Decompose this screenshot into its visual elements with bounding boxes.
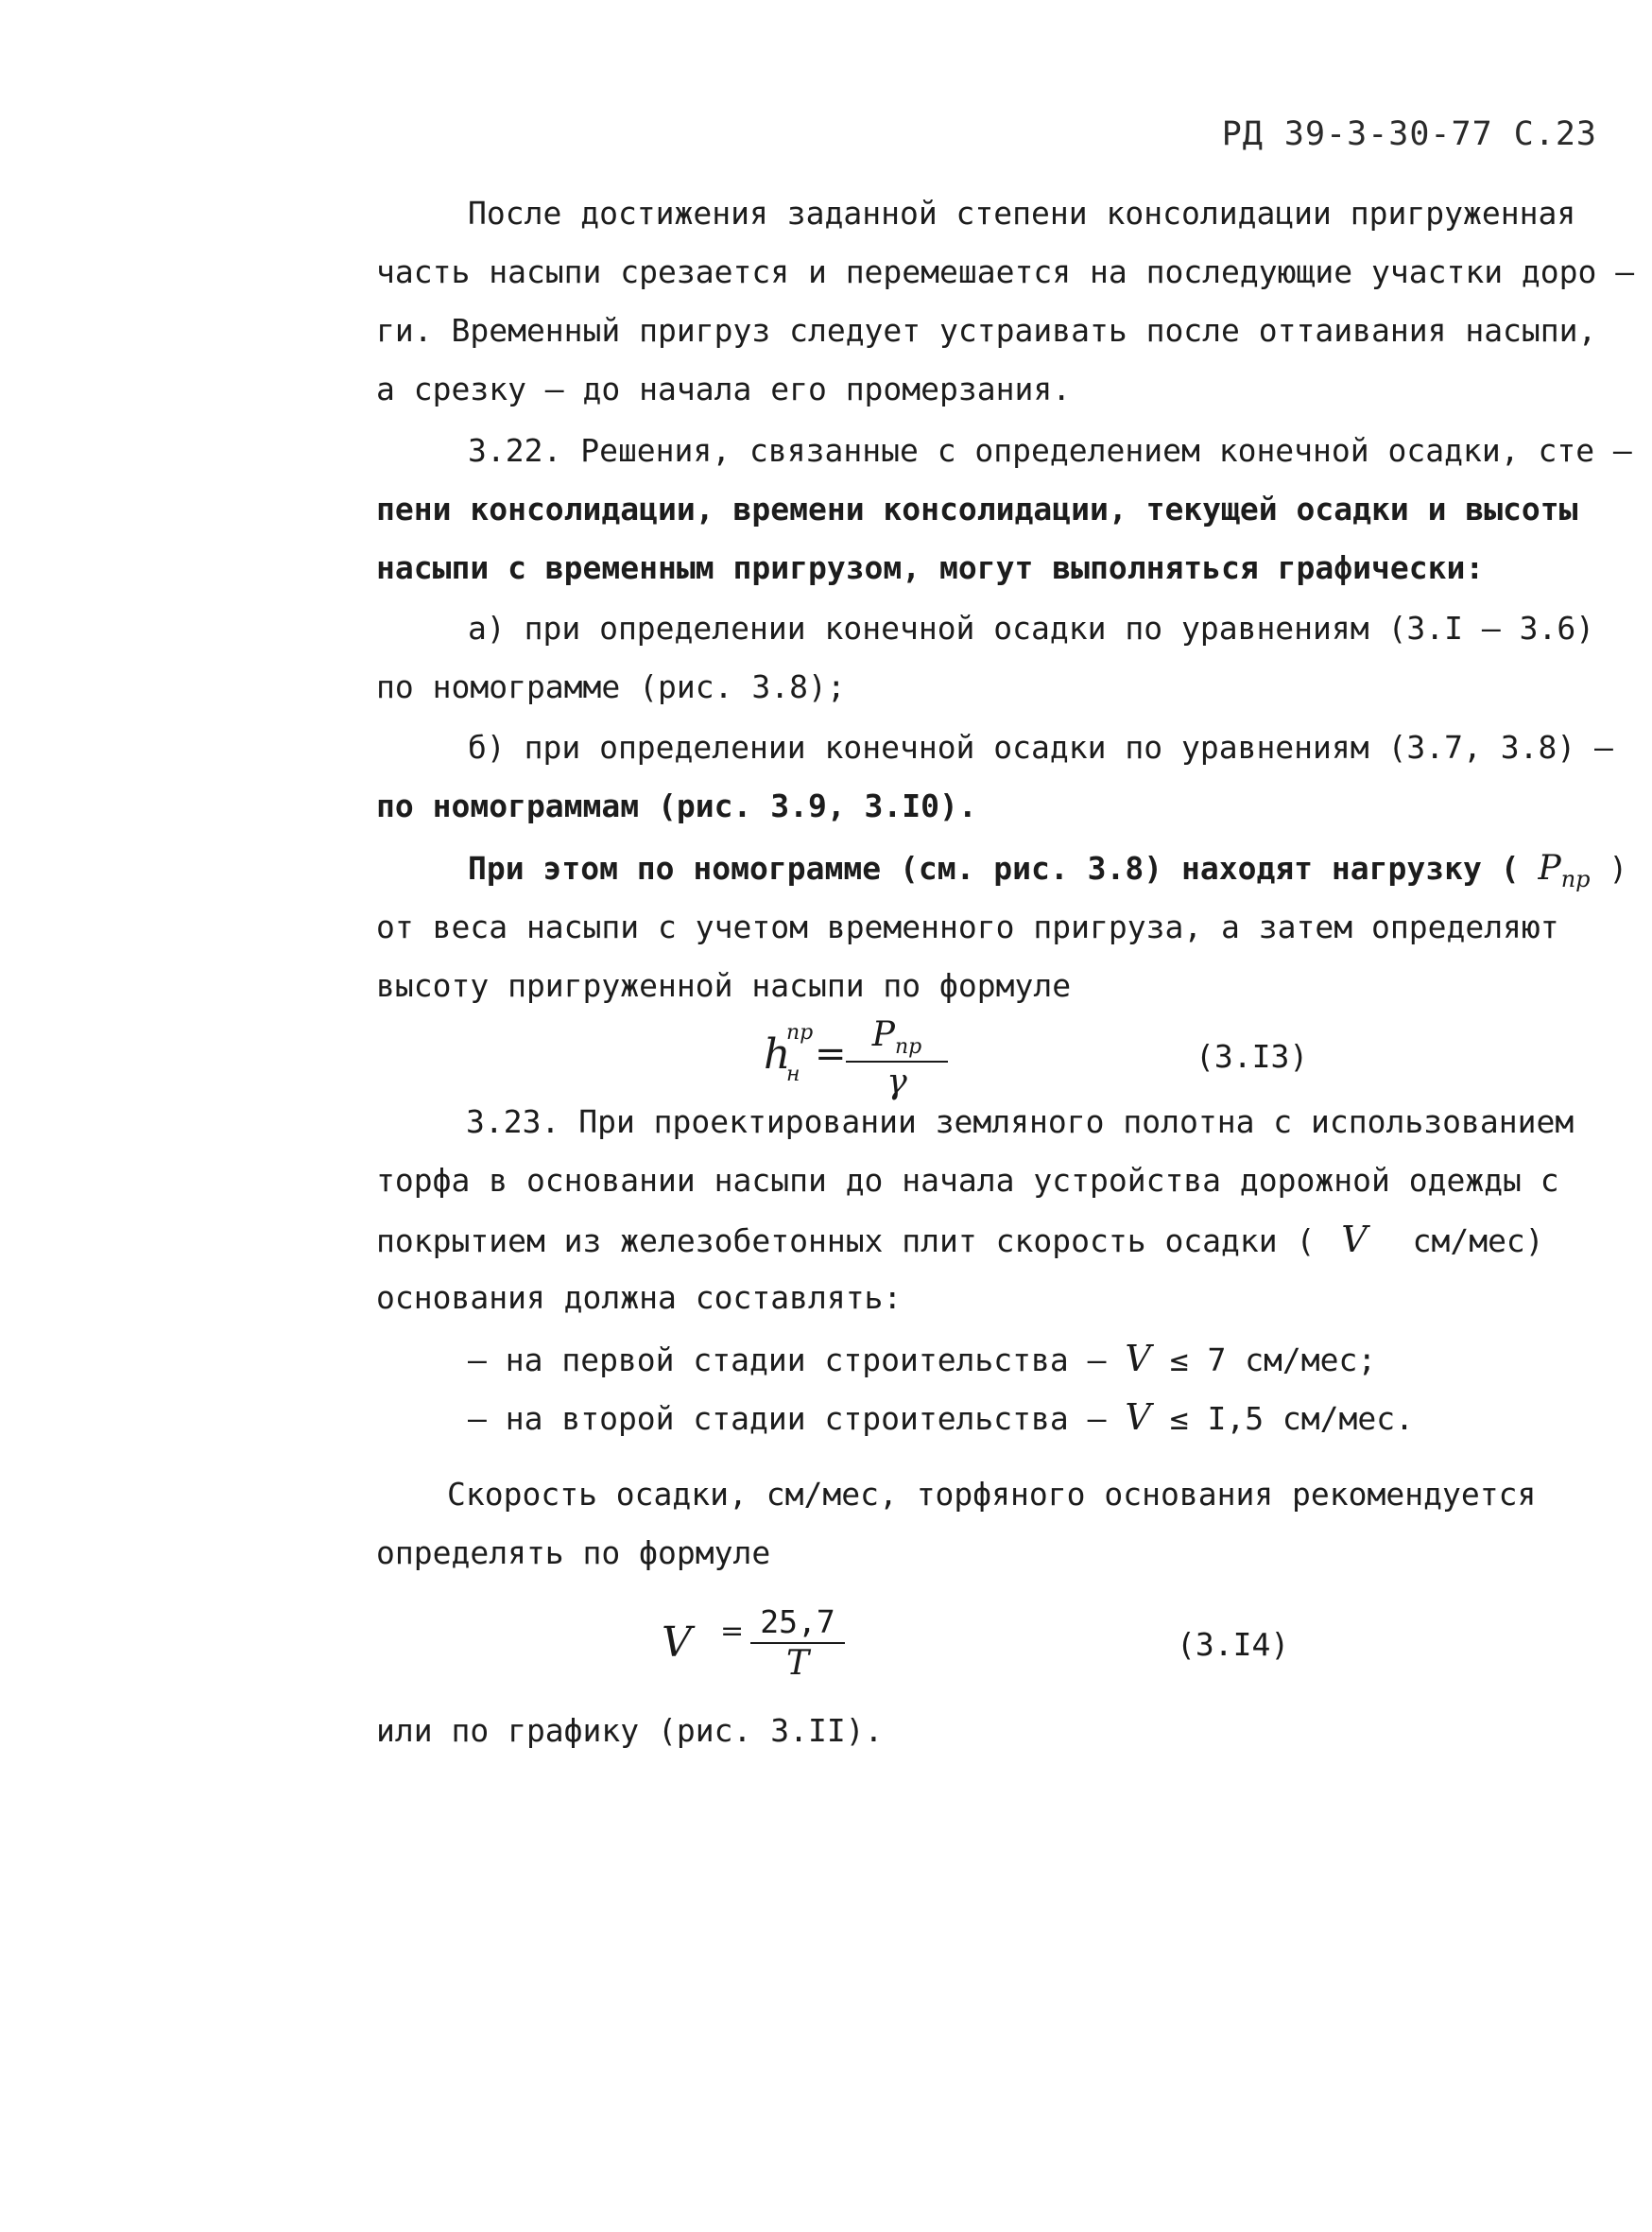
f313-numerator bbox=[846, 1015, 948, 1063]
f313-num-base: P bbox=[871, 1015, 895, 1054]
p5-symbol-p: P bbox=[1538, 849, 1561, 888]
p2-line1: 3.22. Решения, связанные с определением конечной осадки, сте – bbox=[468, 432, 1632, 469]
list-item-1-symbol: V bbox=[1125, 1338, 1151, 1379]
p1-line1: После достижения заданной степени консолидации пригруженная bbox=[468, 195, 1576, 232]
f313-lhs-base: h bbox=[764, 1030, 791, 1079]
p7-line2: определять по формуле bbox=[376, 1534, 771, 1571]
f313-num-sub: пр bbox=[894, 1035, 922, 1060]
f313-lhs-sub: н bbox=[786, 1063, 800, 1086]
p6-line2: торфа в основании насыпи до начала устройства дорожной одежды с bbox=[376, 1162, 1559, 1199]
f313-number: (3.I3) bbox=[1196, 1038, 1309, 1075]
p8-line1: или по графику (рис. 3.II). bbox=[376, 1712, 884, 1749]
p4-line1: б) при определении конечной осадки по уравнениям (3.7, 3.8) – bbox=[468, 729, 1613, 766]
f314-numerator: 25,7 bbox=[750, 1603, 845, 1644]
f313-lhs-sup: пр bbox=[786, 1021, 814, 1045]
f314-denominator: T bbox=[785, 1644, 809, 1683]
p6-symbol-v: V bbox=[1341, 1219, 1368, 1260]
p1-line4: а срезку – до начала его промерзания. bbox=[376, 371, 1072, 407]
p5-symbol-p-sub: пр bbox=[1560, 865, 1591, 892]
p3-line2: по номограмме (рис. 3.8); bbox=[376, 668, 846, 705]
p5-line3: высоту пригруженной насыпи по формуле bbox=[376, 967, 1072, 1004]
list-item-1 bbox=[468, 1329, 1652, 1390]
f313-denominator: γ bbox=[886, 1063, 907, 1102]
p1-line3: ги. Временный пригруз следует устраивать после оттаивания насыпи, bbox=[376, 312, 1597, 349]
p3-line1: а) при определении конечной осадки по уравнениям (3.I – 3.6) bbox=[468, 610, 1595, 647]
p6-line3-a: покрытием из железобетонных плит скорость осадки ( bbox=[376, 1222, 1316, 1259]
p7-line1: Скорость осадки, см/мес, торфяного основания рекомендуется bbox=[447, 1476, 1537, 1513]
p1-line2: часть насыпи срезается и перемешается на последующие участки доро – bbox=[376, 253, 1635, 290]
list-item-2 bbox=[468, 1388, 1652, 1448]
f314-equals: = bbox=[720, 1615, 745, 1648]
list-item-1-b: ≤ 7 см/мес; bbox=[1169, 1341, 1377, 1378]
p6-line1: 3.23. При проектировании земляного полотна с использованием bbox=[466, 1103, 1575, 1140]
p5-line2: от веса насыпи с учетом временного пригруза, а затем определяют bbox=[376, 908, 1559, 945]
f313-equals: = bbox=[815, 1032, 847, 1076]
list-item-2-symbol: V bbox=[1125, 1396, 1151, 1438]
f314-lhs: V bbox=[662, 1618, 692, 1667]
p2-line2: пени консолидации, времени консолидации, текущей осадки и высоты bbox=[376, 491, 1578, 528]
p5-line1-end: ) bbox=[1609, 850, 1628, 887]
f314-number: (3.I4) bbox=[1177, 1626, 1290, 1663]
list-item-1-a: – на первой стадии строительства – bbox=[468, 1341, 1107, 1378]
f314-fraction bbox=[750, 1603, 845, 1683]
page-header-doc-ref: РД 39-3-30-77 С.23 bbox=[1221, 115, 1597, 153]
list-item-2-b: ≤ I,5 см/мес. bbox=[1169, 1400, 1414, 1437]
p6-line3-b: см/мес) bbox=[1412, 1222, 1544, 1259]
f313-fraction bbox=[846, 1015, 948, 1101]
p2-line3: насыпи с временным пригрузом, могут выполняться графически: bbox=[376, 549, 1485, 586]
p6-line4: основания должна составлять: bbox=[376, 1279, 903, 1316]
list-item-2-a: – на второй стадии строительства – bbox=[468, 1400, 1107, 1437]
p6-line3 bbox=[376, 1210, 1605, 1271]
p5-line1-text: При этом по номограмме (см. рис. 3.8) находят нагрузку ( bbox=[468, 850, 1520, 887]
p4-line2: по номограммам (рис. 3.9, 3.I0). bbox=[376, 787, 977, 824]
